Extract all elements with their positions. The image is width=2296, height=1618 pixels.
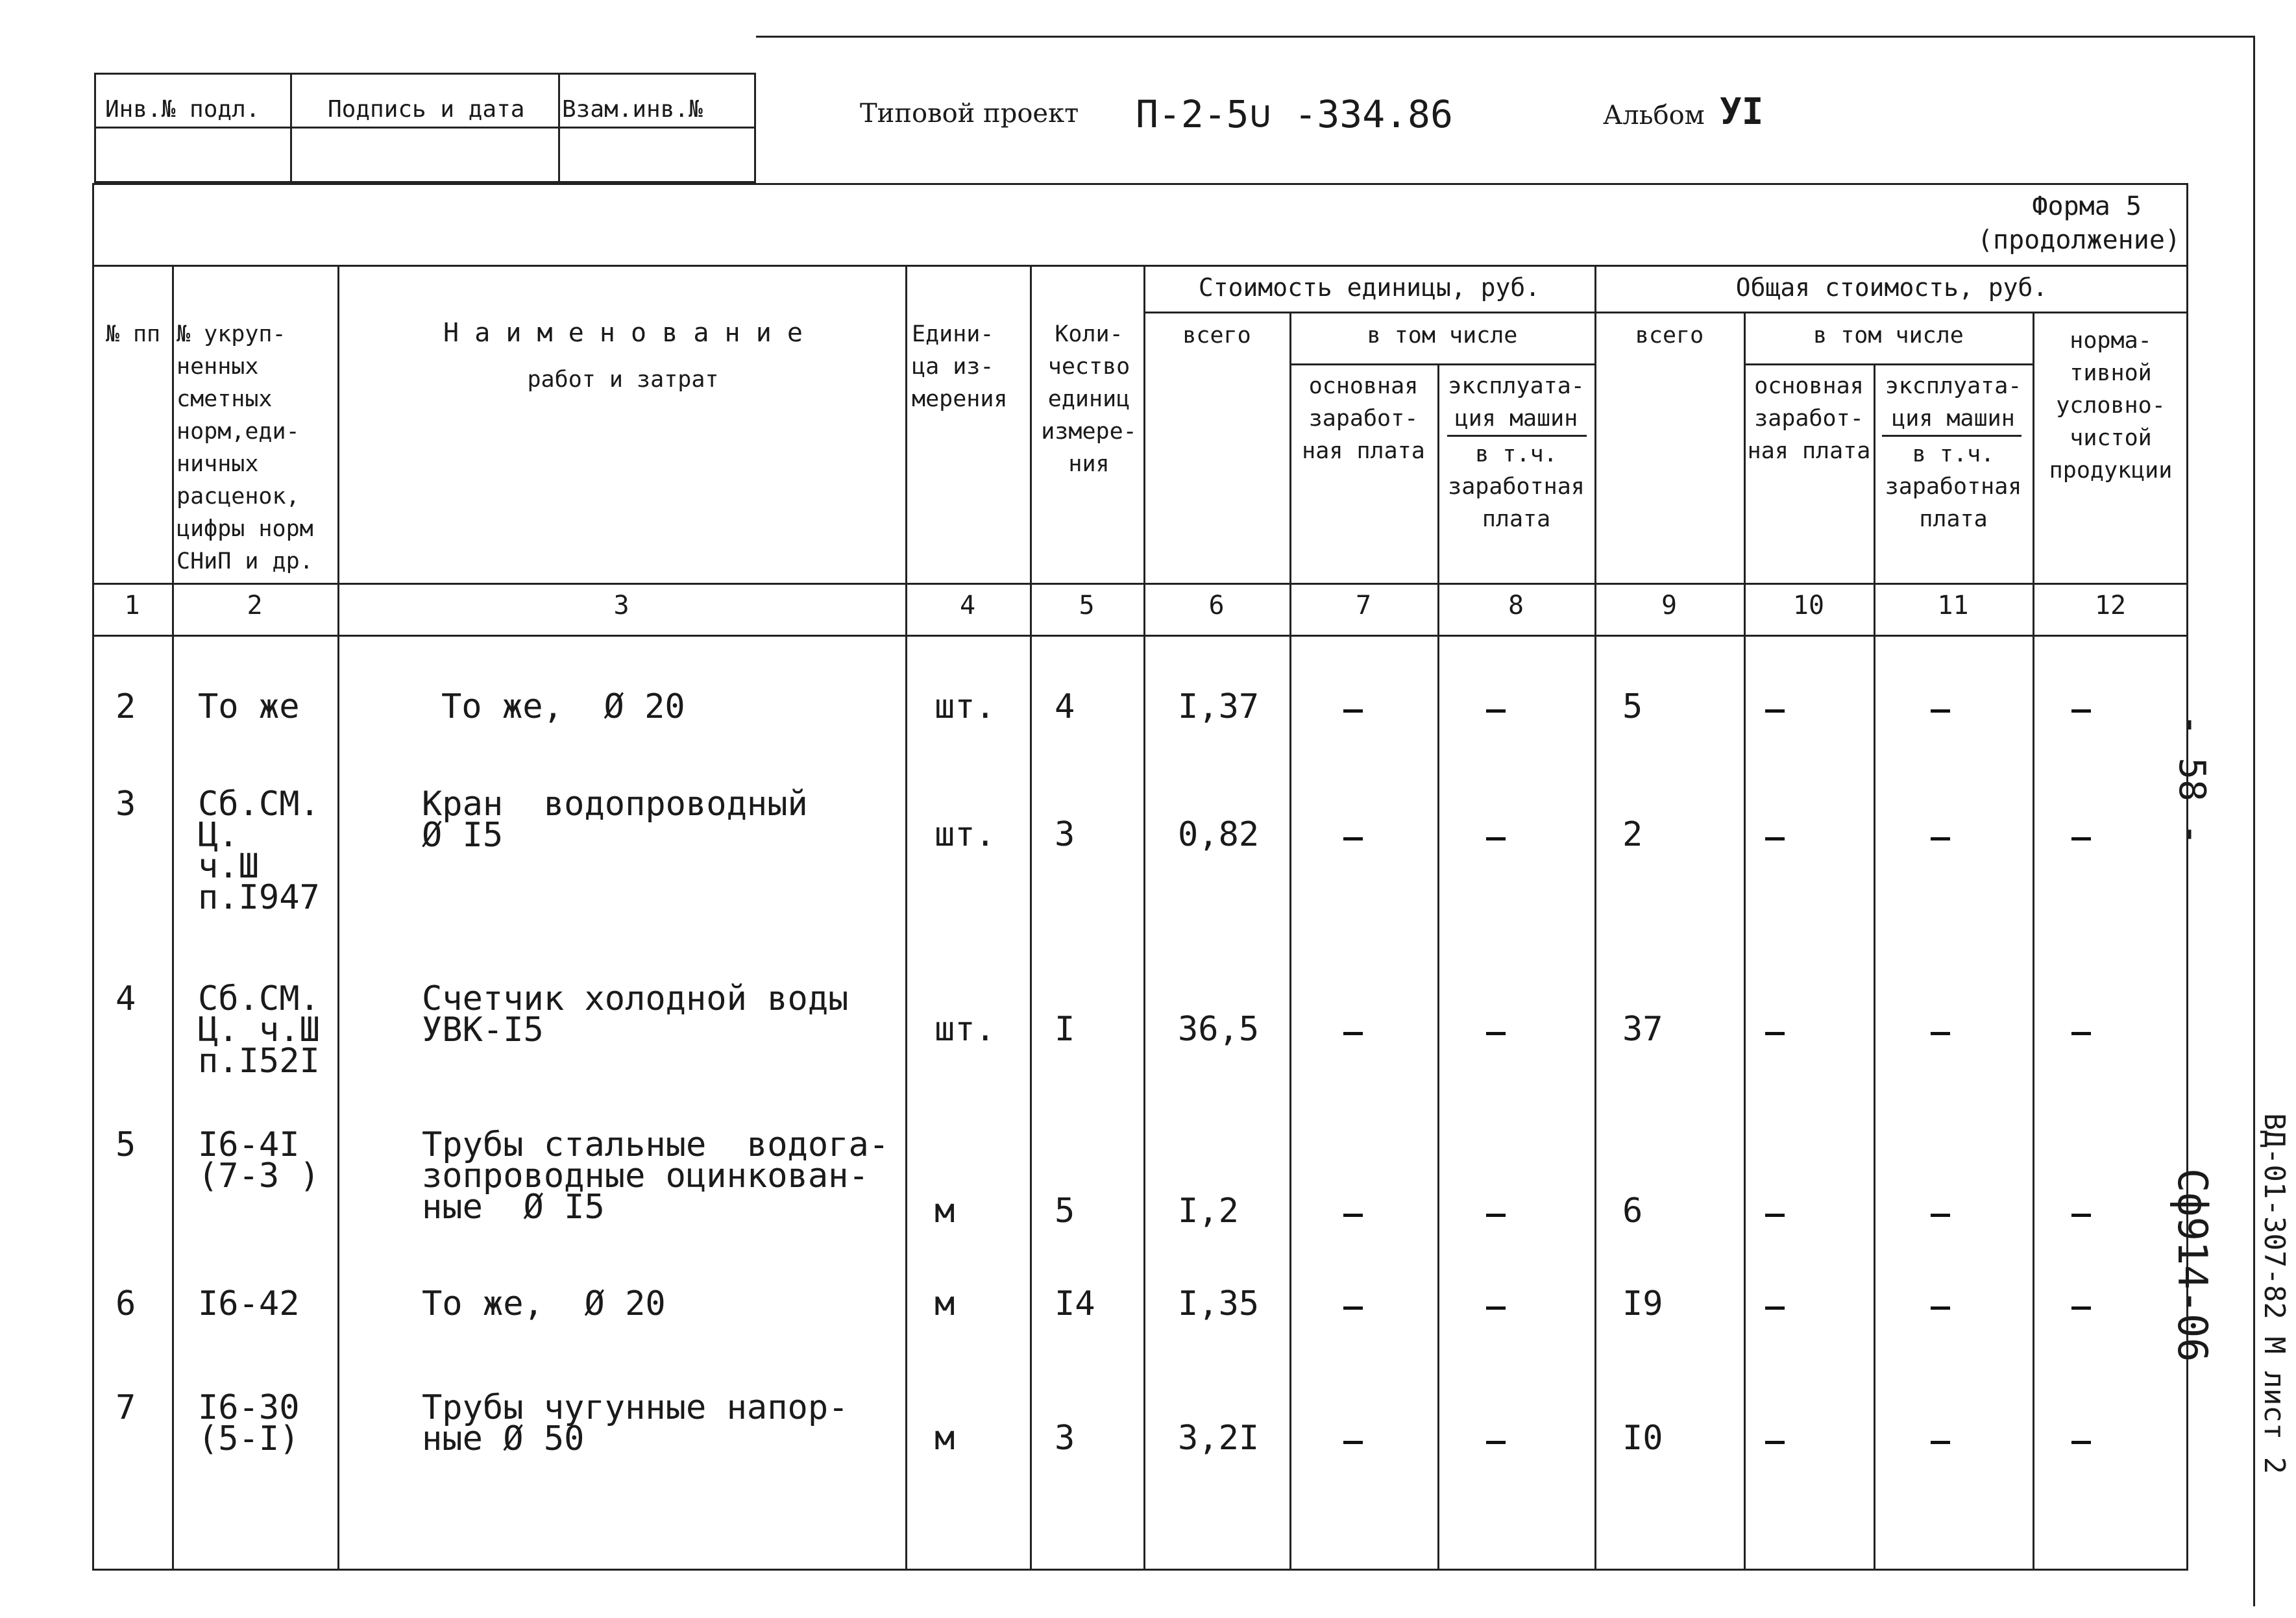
row-total-basic-wage bbox=[1765, 709, 1785, 713]
col-line bbox=[1030, 265, 1032, 1571]
unit-exploat-zp: в т.ч. заработная плата bbox=[1448, 441, 1585, 532]
row-code: Сб.СМ. Ц. ч.Ш п.I947 bbox=[198, 785, 320, 917]
sign-label: Подпись и дата bbox=[328, 96, 525, 123]
colnum: 2 bbox=[247, 591, 263, 620]
row-unit-price: 3,2I bbox=[1178, 1419, 1260, 1458]
row-unit-machine-cost bbox=[1486, 837, 1506, 840]
col-line bbox=[2033, 312, 2034, 1571]
inv-label: Инв.№ подл. bbox=[105, 96, 260, 123]
row-norm-production bbox=[2071, 709, 2091, 713]
row-unit-machine-cost bbox=[1486, 1214, 1506, 1217]
row-unit: шт. bbox=[934, 687, 995, 726]
row-unit-basic-wage bbox=[1343, 1306, 1363, 1310]
unit-cost-header: Стоимость единицы, руб. bbox=[1198, 273, 1541, 302]
colnum: 5 bbox=[1079, 591, 1095, 620]
exploat-underline-1 bbox=[1447, 435, 1587, 437]
row-unit-basic-wage bbox=[1343, 1032, 1363, 1035]
colnum: 12 bbox=[2094, 591, 2127, 620]
row-unit-machine-cost bbox=[1486, 1306, 1506, 1310]
total-vtomchisle: в том числе bbox=[1813, 323, 1964, 349]
row-total-basic-wage bbox=[1765, 1214, 1785, 1217]
row-unit-machine-cost bbox=[1486, 709, 1506, 713]
row-qty: 5 bbox=[1055, 1192, 1075, 1231]
row-total-basic-wage bbox=[1765, 1441, 1785, 1444]
row-number: 2 bbox=[116, 687, 136, 726]
row-number: 7 bbox=[116, 1388, 136, 1427]
row-qty: 3 bbox=[1055, 1419, 1075, 1458]
unit-osnovnaya: основная заработ- ная плата bbox=[1302, 373, 1425, 464]
row-name: То же, Ø 20 bbox=[422, 1284, 666, 1323]
row-unit-machine-cost bbox=[1486, 1032, 1506, 1035]
col-line bbox=[337, 265, 339, 1571]
unit-vtomchisle: в том числе bbox=[1367, 323, 1518, 349]
project-code: П-2-5∪ -334.86 bbox=[1136, 92, 1453, 136]
row-unit-price: 0,82 bbox=[1178, 815, 1260, 854]
colnum: 4 bbox=[959, 591, 976, 620]
unit-exploat: эксплуата- ция машин bbox=[1448, 373, 1585, 432]
colnum: 8 bbox=[1508, 591, 1524, 620]
col-line bbox=[905, 265, 907, 1571]
colnum: 7 bbox=[1355, 591, 1372, 620]
exploat-underline-2 bbox=[1882, 435, 2021, 437]
subgroup-divider-1 bbox=[1289, 363, 1594, 365]
unit-vsego: всего bbox=[1182, 323, 1251, 349]
row-number: 5 bbox=[116, 1125, 136, 1164]
row-total: I9 bbox=[1622, 1284, 1663, 1323]
row-norm-production bbox=[2071, 1214, 2091, 1217]
row-norm-production bbox=[2071, 1441, 2091, 1444]
row-total-machine-cost bbox=[1931, 837, 1950, 840]
row-name: Счетчик холодной воды УВК-I5 bbox=[422, 979, 849, 1049]
row-unit-basic-wage bbox=[1343, 709, 1363, 713]
row-number: 6 bbox=[116, 1284, 136, 1323]
row-unit: шт. bbox=[934, 1010, 995, 1049]
row-qty: I4 bbox=[1055, 1284, 1095, 1323]
row-qty: I bbox=[1055, 1010, 1075, 1049]
row-unit-basic-wage bbox=[1343, 1441, 1363, 1444]
stamp-divider bbox=[94, 127, 756, 129]
col-header-1: № пп bbox=[105, 321, 161, 347]
row-total-machine-cost bbox=[1931, 709, 1950, 713]
form-number: Форма 5 bbox=[2032, 191, 2142, 221]
row-total: I0 bbox=[1622, 1419, 1663, 1458]
form-label bbox=[1947, 190, 2180, 257]
row-code: I6-4I (7-3 ) bbox=[198, 1125, 320, 1195]
side-code: Сф914-06 bbox=[2169, 1168, 2216, 1362]
row-unit-machine-cost bbox=[1486, 1441, 1506, 1444]
col-line bbox=[1874, 363, 1875, 1571]
form-continued: (продолжение) bbox=[1977, 225, 2180, 255]
row-unit-basic-wage bbox=[1343, 837, 1363, 840]
col-header-5: Коли- чество единиц измере- ния bbox=[1041, 321, 1137, 477]
row-code: Сб.СМ. Ц. ч.Ш п.I52I bbox=[198, 979, 320, 1081]
row-name: То же, Ø 20 bbox=[441, 687, 685, 726]
row-total-machine-cost bbox=[1931, 1441, 1950, 1444]
total-exploat: эксплуата- ция машин bbox=[1885, 373, 2022, 432]
col-header-3-title: Н а и м е н о в а н и е bbox=[443, 318, 803, 348]
col-line bbox=[1437, 363, 1439, 1571]
row-total-basic-wage bbox=[1765, 837, 1785, 840]
row-code: I6-42 bbox=[198, 1284, 300, 1323]
form-divider bbox=[92, 265, 2188, 267]
row-code: То же bbox=[198, 687, 300, 726]
row-total: 2 bbox=[1622, 815, 1643, 854]
group-divider bbox=[1143, 312, 2188, 313]
page-number: - 58 - bbox=[2171, 714, 2213, 846]
row-number: 3 bbox=[116, 785, 136, 824]
album-number: УI bbox=[1720, 91, 1764, 133]
total-osnovnaya: основная заработ- ная плата bbox=[1747, 373, 1871, 464]
row-unit: м bbox=[934, 1284, 955, 1323]
frame-top bbox=[756, 36, 2255, 38]
colnum: 11 bbox=[1937, 591, 1969, 620]
doc-sheet-label: ВД-01-307-82 М лист 2 bbox=[2258, 1113, 2291, 1475]
col-header-4: Едини- ца из- мерения bbox=[912, 321, 1008, 412]
subgroup-divider-2 bbox=[1744, 363, 2033, 365]
colnum: 10 bbox=[1792, 591, 1825, 620]
row-code: I6-30 (5-I) bbox=[198, 1388, 300, 1458]
stamp-col-divider bbox=[290, 73, 292, 183]
row-total: 5 bbox=[1622, 687, 1643, 726]
row-name: Трубы стальные водога- зопроводные оцинкован- ные Ø I5 bbox=[422, 1125, 890, 1227]
colnum: 6 bbox=[1208, 591, 1225, 620]
col-line bbox=[1594, 265, 1596, 1571]
row-qty: 4 bbox=[1055, 687, 1075, 726]
total-vsego: всего bbox=[1635, 323, 1704, 349]
row-total-machine-cost bbox=[1931, 1214, 1950, 1217]
col-line bbox=[172, 265, 174, 1571]
total-exploat-zp: в т.ч. заработная плата bbox=[1885, 441, 2022, 532]
col-header-12: норма- тивной условно- чистой продукции bbox=[2049, 328, 2173, 484]
row-unit: м bbox=[934, 1192, 955, 1231]
row-total: 6 bbox=[1622, 1192, 1643, 1231]
row-unit: шт. bbox=[934, 815, 995, 854]
row-norm-production bbox=[2071, 837, 2091, 840]
row-unit-basic-wage bbox=[1343, 1214, 1363, 1217]
project-label: Типовой проект bbox=[860, 99, 1079, 129]
row-total-basic-wage bbox=[1765, 1306, 1785, 1310]
row-unit-price: I,35 bbox=[1178, 1284, 1260, 1323]
row-norm-production bbox=[2071, 1306, 2091, 1310]
row-unit-price: 36,5 bbox=[1178, 1010, 1260, 1049]
row-total-basic-wage bbox=[1765, 1032, 1785, 1035]
row-unit: м bbox=[934, 1419, 955, 1458]
row-name: Кран водопроводный Ø I5 bbox=[422, 785, 808, 855]
row-unit-price: I,37 bbox=[1178, 687, 1260, 726]
row-total-machine-cost bbox=[1931, 1032, 1950, 1035]
colnum: 1 bbox=[124, 591, 140, 620]
stamp-col-divider bbox=[558, 73, 560, 183]
vzam-label: Взам.инв.№ bbox=[562, 96, 703, 123]
total-cost-header: Общая стоимость, руб. bbox=[1735, 273, 2048, 302]
col-line bbox=[1289, 312, 1291, 1571]
row-name: Трубы чугунные напор- ные Ø 50 bbox=[422, 1388, 849, 1458]
colnum: 9 bbox=[1661, 591, 1678, 620]
row-number: 4 bbox=[116, 979, 136, 1018]
col-header-2: № укруп- ненных сметных норм,еди- ничных расценок, цифры норм СНиП и др. bbox=[177, 321, 313, 574]
row-total-machine-cost bbox=[1931, 1306, 1950, 1310]
album-label: Альбом bbox=[1603, 101, 1705, 130]
col-line bbox=[1744, 312, 1746, 1571]
frame-right bbox=[2253, 36, 2255, 1606]
colnum: 3 bbox=[613, 591, 629, 620]
row-qty: 3 bbox=[1055, 815, 1075, 854]
row-norm-production bbox=[2071, 1032, 2091, 1035]
row-unit-price: I,2 bbox=[1178, 1192, 1239, 1231]
row-total: 37 bbox=[1622, 1010, 1663, 1049]
col-header-3-sub: работ и затрат bbox=[527, 367, 719, 393]
